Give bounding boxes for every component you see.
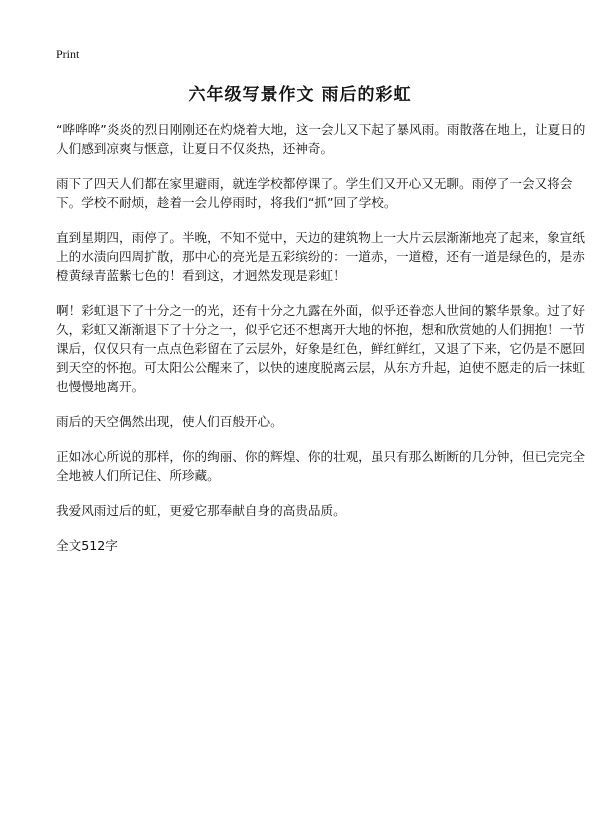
paragraph-4: 啊！彩虹退下了十分之一的光，还有十分之九露在外面，似乎还眷恋人世间的繁华景象。过了好久，彩虹又渐渐退下了十分之一，似乎它还不想离开大地的怀抱，想和欣赏她的人们拥抱！一节课后，仅仅只有一点点色彩留在了云层外，好象是红色，鲜红鲜红，又退了下来，它仍是不愿回到天空的怀抱。可太阳公公醒来了，以快的速度脱离云层，从东方升起，迫使不愿走的后一抹虹也慢慢地离开。 (56, 303, 585, 394)
paragraph-2: 雨下了四天人们都在家里避雨，就连学校都停课了。学生们又开心又无聊。雨停了一会又将会下。学校不耐烦，趁着一会儿停雨时，将我们“抓”回了学校。 (56, 176, 573, 210)
word-count: 全文512字 (56, 538, 118, 553)
article-body (56, 120, 586, 555)
paragraph-1: “哗哗哗”炎炎的烈日刚刚还在灼烧着大地，这一会儿又下起了暴风雨。雨散落在地上，让夏日的人们感到凉爽与惬意，让夏日不仅炎热，还神奇。 (56, 122, 586, 156)
paragraph-6: 正如冰心所说的那样，你的绚丽、你的辉煌、你的壮观，虽只有那么断断的几分钟，但已完完全全地被人们所记住、所珍藏。 (56, 449, 585, 483)
paragraph-3: 直到星期四，雨停了。半晚，不知不觉中，天边的建筑物上一大片云层渐渐地亮了起来，象宣纸上的水渍向四周扩散，那中心的亮光是五彩缤纷的：一道赤，一道橙，还有一道是绿色的，是赤橙黄绿青蓝紫七色的！看到这，才迥然发现是彩虹！ (56, 230, 585, 283)
article-title: 六年级写景作文 雨后的彩虹 (188, 85, 412, 105)
print-link[interactable]: Print (56, 47, 80, 61)
paragraph-5: 雨后的天空偶然出现，使人们百般开心。 (56, 414, 283, 429)
paragraph-7: 我爱风雨过后的虹，更爱它那奉献自身的高贵品质。 (56, 503, 346, 518)
